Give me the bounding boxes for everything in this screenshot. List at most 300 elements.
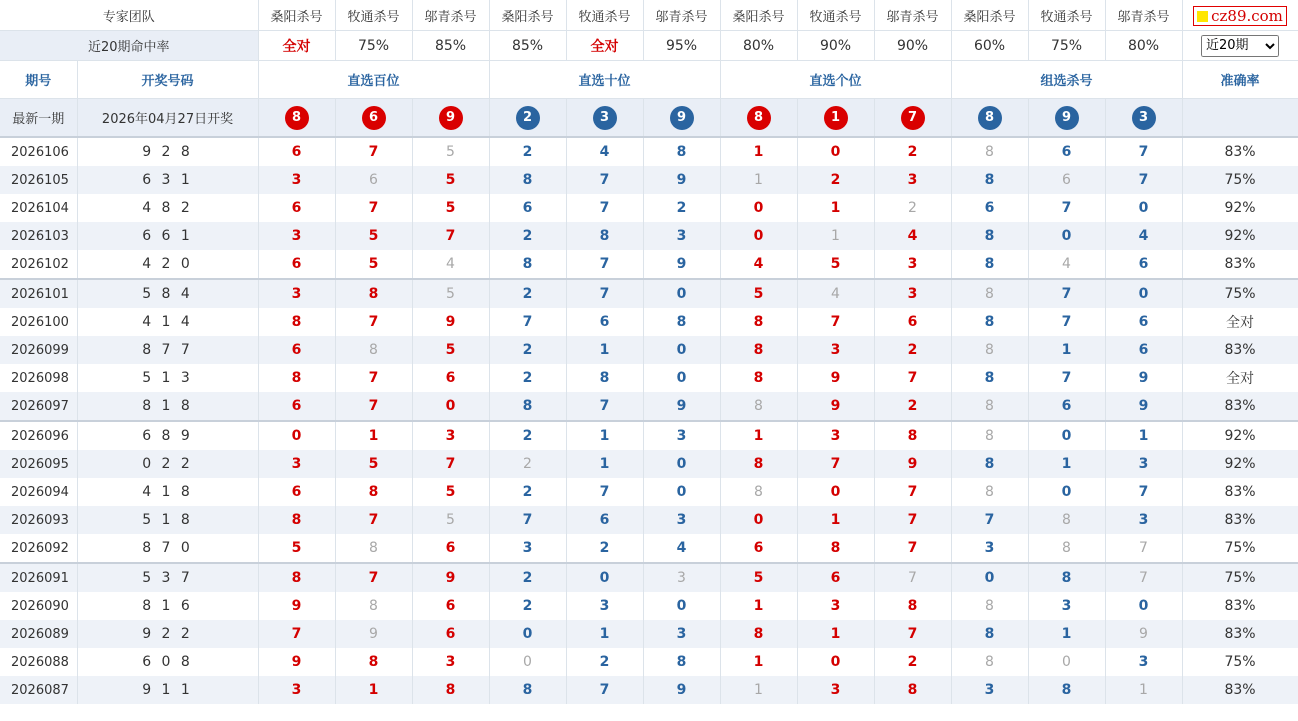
kill-number: 6 (412, 534, 489, 563)
table-row (0, 648, 1298, 676)
kill-number: 9 (797, 364, 874, 392)
expert-team-row (0, 0, 1298, 31)
expert-rate: 全对 (258, 31, 335, 61)
draw-number: 4 8 2 (77, 194, 258, 222)
kill-number: 6 (412, 620, 489, 648)
kill-number: 8 (874, 421, 951, 450)
kill-number: 2 (489, 222, 566, 250)
draw-number: 6 3 1 (77, 166, 258, 194)
kill-number: 5 (335, 250, 412, 279)
draw-number: 5 8 4 (77, 279, 258, 308)
kill-number: 0 (1028, 648, 1105, 676)
kill-number: 9 (643, 392, 720, 421)
kill-number: 7 (874, 364, 951, 392)
kill-number: 7 (335, 137, 412, 166)
issue-number: 2026105 (0, 166, 77, 194)
kill-number: 8 (335, 534, 412, 563)
accuracy-value: 83% (1182, 592, 1298, 620)
logo-text: cz89.com (1211, 6, 1283, 25)
kill-number: 1 (720, 137, 797, 166)
kill-number: 5 (720, 563, 797, 592)
kill-number: 6 (489, 194, 566, 222)
kill-number: 7 (335, 392, 412, 421)
kill-number: 6 (797, 563, 874, 592)
accuracy-value: 92% (1182, 450, 1298, 478)
accuracy-value: 83% (1182, 137, 1298, 166)
kill-number: 8 (874, 676, 951, 704)
kill-number: 8 (720, 478, 797, 506)
issue-number: 2026096 (0, 421, 77, 450)
kill-number: 2 (489, 592, 566, 620)
kill-number: 8 (1028, 676, 1105, 704)
kill-number: 9 (258, 592, 335, 620)
latest-prediction-cell (335, 99, 412, 138)
team-label: 专家团队 (0, 0, 258, 31)
kill-number: 7 (335, 364, 412, 392)
kill-number: 0 (643, 279, 720, 308)
issue-number: 2026099 (0, 336, 77, 364)
kill-number: 7 (1028, 364, 1105, 392)
kill-number: 5 (335, 450, 412, 478)
draw-number: 9 1 1 (77, 676, 258, 704)
kill-number: 0 (720, 506, 797, 534)
kill-number: 8 (951, 222, 1028, 250)
kill-number: 8 (951, 336, 1028, 364)
kill-number: 2 (566, 534, 643, 563)
kill-number: 9 (412, 563, 489, 592)
expert-name: 桑阳杀号 (951, 0, 1028, 31)
kill-number: 7 (951, 506, 1028, 534)
kill-number: 8 (951, 450, 1028, 478)
expert-rate: 60% (951, 31, 1028, 61)
expert-name: 牧通杀号 (1028, 0, 1105, 31)
kill-number: 7 (566, 166, 643, 194)
kill-number: 8 (643, 137, 720, 166)
period-select-cell (1182, 31, 1298, 61)
issue-number: 2026106 (0, 137, 77, 166)
issue-number: 2026095 (0, 450, 77, 478)
prediction-ball: 1 (824, 106, 848, 130)
kill-number: 9 (643, 250, 720, 279)
prediction-ball: 9 (1055, 106, 1079, 130)
kill-number: 4 (412, 250, 489, 279)
kill-number: 5 (412, 478, 489, 506)
expert-rate: 75% (335, 31, 412, 61)
kill-number: 0 (1028, 222, 1105, 250)
prediction-ball: 2 (516, 106, 540, 130)
kill-number: 5 (412, 137, 489, 166)
kill-number: 5 (412, 336, 489, 364)
kill-number: 5 (412, 506, 489, 534)
kill-number: 0 (1105, 194, 1182, 222)
kill-number: 6 (1028, 166, 1105, 194)
kill-number: 5 (412, 166, 489, 194)
table-row (0, 421, 1298, 450)
expert-name: 牧通杀号 (335, 0, 412, 31)
expert-name: 桑阳杀号 (489, 0, 566, 31)
kill-number: 8 (335, 279, 412, 308)
table-row (0, 250, 1298, 279)
kill-number: 0 (951, 563, 1028, 592)
kill-number: 7 (874, 506, 951, 534)
kill-number: 3 (797, 676, 874, 704)
kill-number: 0 (720, 194, 797, 222)
kill-number: 7 (797, 450, 874, 478)
accuracy-value: 75% (1182, 279, 1298, 308)
kill-number: 6 (258, 194, 335, 222)
kill-number: 7 (489, 308, 566, 336)
kill-number: 7 (412, 450, 489, 478)
expert-name: 邬青杀号 (643, 0, 720, 31)
prediction-ball: 3 (593, 106, 617, 130)
kill-number: 3 (643, 506, 720, 534)
latest-prediction-cell (1028, 99, 1105, 138)
kill-number: 7 (412, 222, 489, 250)
kill-number: 8 (489, 676, 566, 704)
kill-number: 8 (566, 222, 643, 250)
accuracy-value: 83% (1182, 506, 1298, 534)
kill-number: 8 (720, 336, 797, 364)
kill-number: 8 (951, 279, 1028, 308)
group-tens: 直选十位 (489, 61, 720, 99)
kill-number: 7 (566, 392, 643, 421)
kill-number: 2 (489, 450, 566, 478)
kill-number: 6 (1028, 392, 1105, 421)
kill-number: 5 (412, 279, 489, 308)
kill-number: 2 (489, 336, 566, 364)
kill-number: 5 (797, 250, 874, 279)
issue-number: 2026103 (0, 222, 77, 250)
kill-number: 0 (489, 620, 566, 648)
accuracy-value: 75% (1182, 563, 1298, 592)
kill-number: 1 (797, 222, 874, 250)
kill-number: 1 (720, 648, 797, 676)
kill-number: 1 (720, 592, 797, 620)
kill-number: 3 (643, 563, 720, 592)
kill-number: 3 (566, 592, 643, 620)
kill-number: 8 (951, 592, 1028, 620)
col-issue: 期号 (0, 61, 77, 99)
prediction-ball: 3 (1132, 106, 1156, 130)
kill-number: 2 (874, 194, 951, 222)
kill-number: 8 (412, 676, 489, 704)
kill-number: 1 (566, 336, 643, 364)
draw-number: 6 0 8 (77, 648, 258, 676)
kill-number: 0 (797, 137, 874, 166)
kill-number: 5 (258, 534, 335, 563)
kill-number: 7 (566, 676, 643, 704)
table-row (0, 563, 1298, 592)
latest-prediction-cell (951, 99, 1028, 138)
kill-number: 0 (720, 222, 797, 250)
expert-rate: 95% (643, 31, 720, 61)
kill-number: 8 (874, 592, 951, 620)
accuracy-value: 92% (1182, 421, 1298, 450)
accuracy-value: 83% (1182, 676, 1298, 704)
kill-number: 7 (874, 478, 951, 506)
table-row (0, 364, 1298, 392)
accuracy-value: 92% (1182, 194, 1298, 222)
group-combo: 组选杀号 (951, 61, 1182, 99)
kill-number: 9 (1105, 364, 1182, 392)
kill-number: 6 (1105, 308, 1182, 336)
expert-rate: 全对 (566, 31, 643, 61)
logo-cell (1182, 0, 1298, 31)
kill-number: 6 (335, 166, 412, 194)
kill-number: 3 (258, 279, 335, 308)
table-row (0, 450, 1298, 478)
kill-number: 4 (566, 137, 643, 166)
issue-number: 2026089 (0, 620, 77, 648)
prediction-ball: 7 (901, 106, 925, 130)
column-header-row (0, 61, 1298, 99)
kill-number: 8 (489, 392, 566, 421)
kill-number: 3 (258, 222, 335, 250)
expert-rate: 75% (1028, 31, 1105, 61)
kill-number: 6 (720, 534, 797, 563)
kill-number: 8 (951, 364, 1028, 392)
kill-number: 2 (643, 194, 720, 222)
table-row (0, 336, 1298, 364)
kill-number: 6 (951, 194, 1028, 222)
accuracy-value: 83% (1182, 392, 1298, 421)
expert-name: 邬青杀号 (874, 0, 951, 31)
kill-number: 5 (412, 194, 489, 222)
kill-number: 2 (797, 166, 874, 194)
issue-number: 2026090 (0, 592, 77, 620)
table-row (0, 308, 1298, 336)
kill-number: 0 (489, 648, 566, 676)
latest-accuracy-empty (1182, 99, 1298, 138)
prediction-ball: 9 (670, 106, 694, 130)
kill-number: 8 (951, 421, 1028, 450)
kill-number: 6 (874, 308, 951, 336)
table-row (0, 676, 1298, 704)
kill-number: 0 (1105, 592, 1182, 620)
kill-number: 3 (874, 250, 951, 279)
issue-number: 2026094 (0, 478, 77, 506)
prediction-ball: 6 (362, 106, 386, 130)
kill-number: 4 (874, 222, 951, 250)
period-select[interactable] (1201, 35, 1279, 57)
draw-number: 5 1 8 (77, 506, 258, 534)
kill-number: 7 (1028, 194, 1105, 222)
kill-number: 7 (797, 308, 874, 336)
issue-number: 2026102 (0, 250, 77, 279)
draw-number: 6 8 9 (77, 421, 258, 450)
latest-prediction-cell (797, 99, 874, 138)
latest-prediction-cell (258, 99, 335, 138)
expert-rate: 85% (412, 31, 489, 61)
draw-number: 4 1 4 (77, 308, 258, 336)
kill-number: 1 (1028, 336, 1105, 364)
kill-number: 8 (951, 620, 1028, 648)
kill-number: 8 (951, 308, 1028, 336)
table-row (0, 478, 1298, 506)
prediction-ball: 8 (285, 106, 309, 130)
kill-number: 1 (566, 620, 643, 648)
kill-number: 2 (874, 648, 951, 676)
kill-number: 7 (1028, 308, 1105, 336)
kill-number: 8 (951, 392, 1028, 421)
kill-number: 0 (566, 563, 643, 592)
kill-number: 3 (258, 676, 335, 704)
kill-number: 7 (1105, 534, 1182, 563)
history-rows (0, 137, 1298, 704)
group-units: 直选个位 (720, 61, 951, 99)
kill-number: 1 (1028, 450, 1105, 478)
kill-number: 7 (874, 534, 951, 563)
kill-number: 4 (1105, 222, 1182, 250)
kill-number: 8 (720, 392, 797, 421)
latest-prediction-cell (412, 99, 489, 138)
kill-number: 7 (258, 620, 335, 648)
kill-number: 7 (566, 194, 643, 222)
kill-number: 8 (951, 478, 1028, 506)
draw-number: 8 7 0 (77, 534, 258, 563)
kill-number: 9 (1105, 392, 1182, 421)
group-hundreds: 直选百位 (258, 61, 489, 99)
kill-number: 8 (951, 250, 1028, 279)
kill-number: 8 (720, 450, 797, 478)
accuracy-value: 75% (1182, 648, 1298, 676)
latest-issue-row (0, 99, 1298, 138)
kill-number: 8 (951, 137, 1028, 166)
kill-number: 8 (720, 364, 797, 392)
kill-number: 7 (1105, 478, 1182, 506)
kill-number: 2 (489, 279, 566, 308)
kill-number: 3 (258, 450, 335, 478)
issue-number: 2026100 (0, 308, 77, 336)
kill-number: 6 (258, 392, 335, 421)
latest-label: 最新一期 (0, 99, 77, 138)
kill-number: 7 (1105, 166, 1182, 194)
issue-number: 2026097 (0, 392, 77, 421)
kill-number: 1 (720, 421, 797, 450)
kill-number: 8 (258, 308, 335, 336)
table-row (0, 506, 1298, 534)
kill-number: 6 (1105, 336, 1182, 364)
kill-number: 2 (489, 137, 566, 166)
kill-number: 6 (258, 137, 335, 166)
draw-number: 8 1 8 (77, 392, 258, 421)
kill-number: 9 (412, 308, 489, 336)
latest-prediction-cell (643, 99, 720, 138)
kill-number: 6 (566, 308, 643, 336)
kill-number: 8 (258, 506, 335, 534)
kill-number: 8 (951, 166, 1028, 194)
draw-number: 6 6 1 (77, 222, 258, 250)
kill-number: 1 (1105, 421, 1182, 450)
kill-number: 8 (489, 166, 566, 194)
kill-number: 0 (1028, 421, 1105, 450)
latest-prediction-cell (566, 99, 643, 138)
hit-rate-row (0, 31, 1298, 61)
col-accuracy: 准确率 (1182, 61, 1298, 99)
kill-number: 8 (335, 592, 412, 620)
kill-number: 8 (643, 648, 720, 676)
kill-number: 7 (566, 279, 643, 308)
kill-number: 7 (335, 194, 412, 222)
draw-number: 9 2 8 (77, 137, 258, 166)
expert-name: 牧通杀号 (797, 0, 874, 31)
kill-number: 3 (1105, 648, 1182, 676)
kill-number: 3 (1105, 506, 1182, 534)
expert-name: 桑阳杀号 (720, 0, 797, 31)
kill-number: 2 (874, 336, 951, 364)
kill-number: 0 (643, 364, 720, 392)
kill-number: 3 (412, 421, 489, 450)
kill-number: 4 (720, 250, 797, 279)
kill-number: 9 (335, 620, 412, 648)
kill-number: 7 (874, 620, 951, 648)
kill-number: 1 (1105, 676, 1182, 704)
kill-number: 3 (643, 620, 720, 648)
kill-number: 5 (720, 279, 797, 308)
site-logo[interactable] (1193, 6, 1287, 26)
draw-number: 0 2 2 (77, 450, 258, 478)
kill-number: 3 (874, 279, 951, 308)
kill-number: 0 (412, 392, 489, 421)
draw-number: 8 7 7 (77, 336, 258, 364)
kill-number: 2 (489, 563, 566, 592)
kill-number: 3 (797, 336, 874, 364)
kill-number: 0 (643, 336, 720, 364)
expert-rate: 85% (489, 31, 566, 61)
draw-number: 4 1 8 (77, 478, 258, 506)
kill-number: 2 (489, 421, 566, 450)
kill-number: 7 (335, 308, 412, 336)
accuracy-value: 83% (1182, 250, 1298, 279)
kill-number: 9 (1105, 620, 1182, 648)
kill-number: 0 (1028, 478, 1105, 506)
kill-number: 0 (643, 592, 720, 620)
rate-label: 近20期命中率 (0, 31, 258, 61)
issue-number: 2026093 (0, 506, 77, 534)
kill-number: 3 (797, 421, 874, 450)
kill-number: 3 (643, 222, 720, 250)
kill-number: 8 (797, 534, 874, 563)
kill-number: 7 (874, 563, 951, 592)
kill-number: 3 (874, 166, 951, 194)
col-draw: 开奖号码 (77, 61, 258, 99)
kill-number: 8 (951, 648, 1028, 676)
accuracy-value: 83% (1182, 620, 1298, 648)
accuracy-value: 83% (1182, 478, 1298, 506)
kill-number: 7 (566, 478, 643, 506)
draw-number: 5 1 3 (77, 364, 258, 392)
latest-prediction-cell (874, 99, 951, 138)
draw-number: 9 2 2 (77, 620, 258, 648)
accuracy-value: 全对 (1182, 364, 1298, 392)
kill-number: 8 (335, 478, 412, 506)
table-row (0, 279, 1298, 308)
issue-number: 2026092 (0, 534, 77, 563)
table-row (0, 194, 1298, 222)
kill-number: 6 (258, 478, 335, 506)
kill-number: 3 (258, 166, 335, 194)
table-row (0, 137, 1298, 166)
kill-number: 7 (335, 563, 412, 592)
expert-rate: 90% (874, 31, 951, 61)
expert-name: 邬青杀号 (412, 0, 489, 31)
kill-number: 1 (720, 166, 797, 194)
kill-number: 0 (643, 478, 720, 506)
expert-name: 牧通杀号 (566, 0, 643, 31)
kill-number: 8 (1028, 563, 1105, 592)
table-row (0, 392, 1298, 421)
kill-number: 7 (1028, 279, 1105, 308)
